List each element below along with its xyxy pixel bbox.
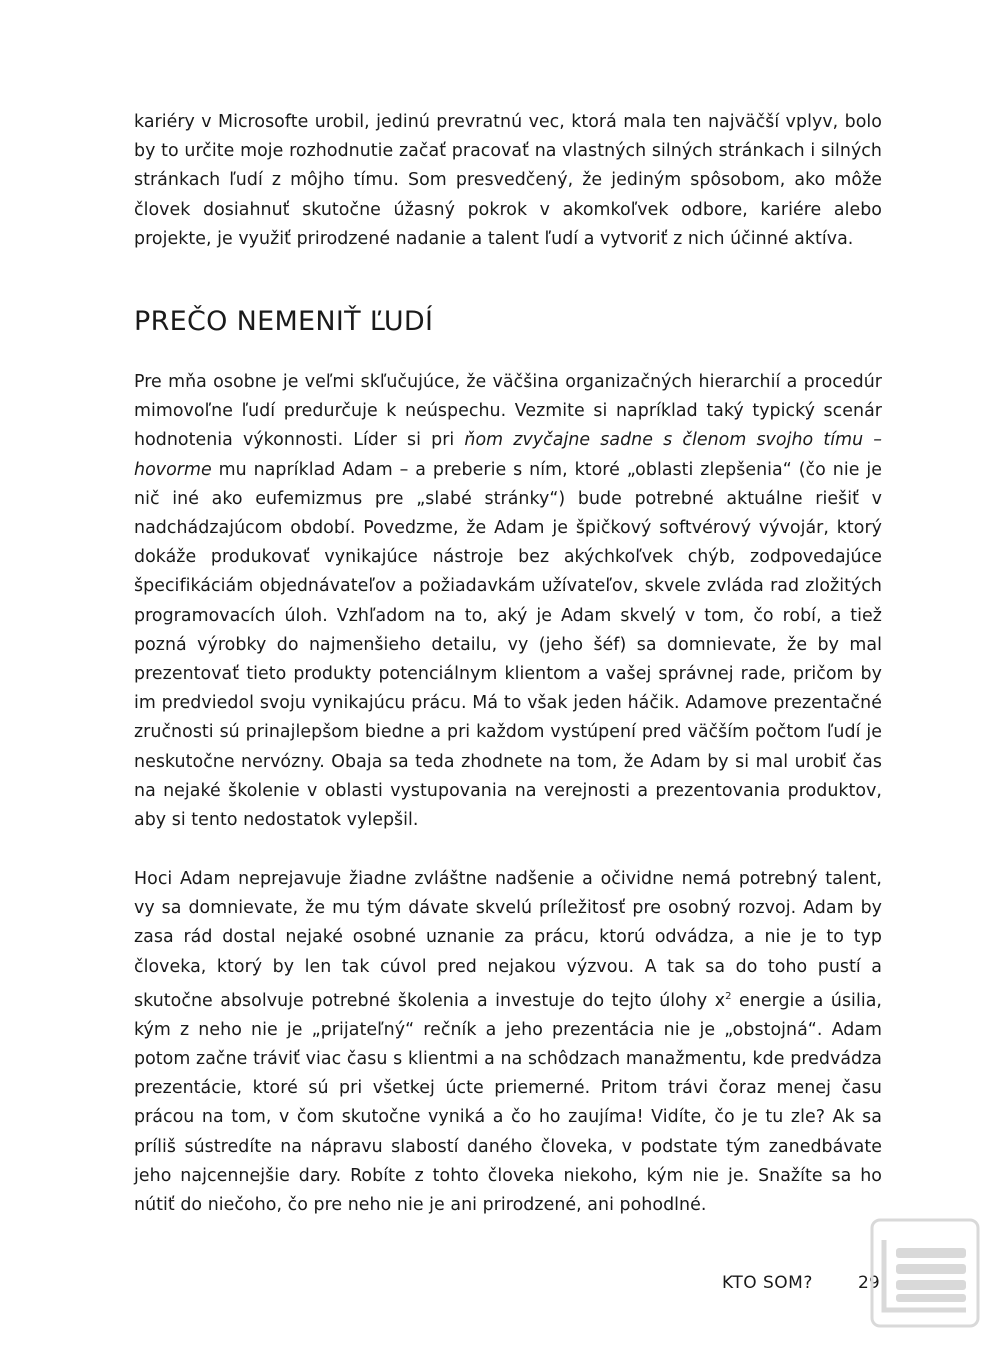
body-paragraph-1-italic: ňom zvyčajne sadne s členom svojho tímu – hovorme: [134, 430, 883, 480]
intro-text: kariéry v Microsofte urobil, jedinú prevratnú vec, ktorá mala ten najväčší vplyv, bolo by to určite moje rozhodnutie začať pracovať na vlastných silných stránkach i silných stránkach ľudí z môjho tímu. Som presvedčený, že jediným spôsobom, ako môže človek dosiahnuť skutočne úžasný pokrok v akomkoľvek odbore, kariére alebo projekte, je využiť prirodzené nadanie a talent ľudí a vytvoriť z nich účinné aktíva.: [134, 112, 882, 249]
body-paragraph-1-part-a: Pre mňa osobne je veľmi skľučujúce, že väčšina organizačných hierarchií a procedúr mimovoľne ľudí predurčuje k neúspechu. Vezmite si napríklad taký typický scenár hodnotenia výkonnosti. Líder si pri: [134, 372, 882, 451]
section-heading: PREČO NEMENIŤ ĽUDÍ: [134, 306, 434, 337]
page-number: 29: [858, 1273, 880, 1293]
body-paragraph-1: [134, 368, 882, 835]
intro-paragraph: [134, 108, 882, 254]
exponent: 2: [725, 990, 732, 1002]
body-paragraph-2-part-a: Hoci Adam neprejavuje žiadne zvláštne nadšenie a očividne nemá potrebný talent, vy sa domnievate, že mu tým dávate skvelú príležitosť pre osobný rozvoj. Adam by zasa rád dostal nejaké osobné uznanie za prácu, ktorú odvádza, a nie je to typ človeka, ktorý by len tak cúvol pred nejakou výzvou. A tak sa do toho pustí a skutočne absolvuje potrebné školenia a investuje do tejto úlohy x: [134, 869, 882, 1011]
body-paragraph-1-part-b: mu napríklad Adam – a preberie s ním, ktoré „oblasti zlepšenia“ (čo nie je nič iné ako eufemizmus pre „slabé stránky“) bude potrebné aktuálne riešiť v nadchádzajúcom období. Povedzme, že Adam je špičkový softvérový vývojár, ktorý dokáže produkovať vynikajúce nástroje bez akýchkoľvek chýb, zodpovedajúce špecifikáciám objednávateľov a požiadavkám užívateľov, skvele zvláda rad zložitých programovacích úloh. Vzhľadom na to, aký je Adam skvelý v tom, čo robí, a tiež pozná výrobky do najmenšieho detailu, vy (jeho šéf) sa domnievate, že by mal prezentovať tieto produkty potenciálnym klientom a vašej správnej rade, pričom by im predviedol svoju vynikajúcu prácu. Má to však jeden háčik. Adamove prezentačné zručnosti sú prinajlepšom biedne a pri každom vystúpení pred väčším počtom ľudí je neskutočne nervózny. Obaja sa teda zhodnete na tom, že Adam by si mal urobiť čas na nejaké školenie v oblasti vystupovania na verejnosti a prezentovania produktov, aby si tento nedostatok vylepšil.: [134, 459, 882, 831]
book-watermark-icon: [870, 1218, 980, 1328]
body-paragraph-2: [134, 865, 882, 1220]
body-paragraph-2-part-b: energie a úsilia, kým z neho nie je „prijateľný“ rečník a jeho prezentácia nie je „obstojná“. Adam potom začne tráviť viac času s klientmi a na schôdzach manažmentu, kde predvádza prezentácie, ktoré sú pri všetkej úcte priemerné. Pritom trávi čoraz menej času prácou na tom, v čom skutočne vyniká a čo ho zaujíma! Vidíte, čo je tu zle? Ak sa príliš sústredíte na nápravu slabostí daného človeka, v podstate tým zanedbávate jeho najcennejšie dary. Robíte z tohto človeka niekoho, kým nie je. Snažíte sa ho nútiť do niečoho, čo pre neho nie je ani prirodzené, ani pohodlné.: [134, 990, 882, 1216]
running-footer-title: KTO SOM?: [722, 1273, 813, 1293]
